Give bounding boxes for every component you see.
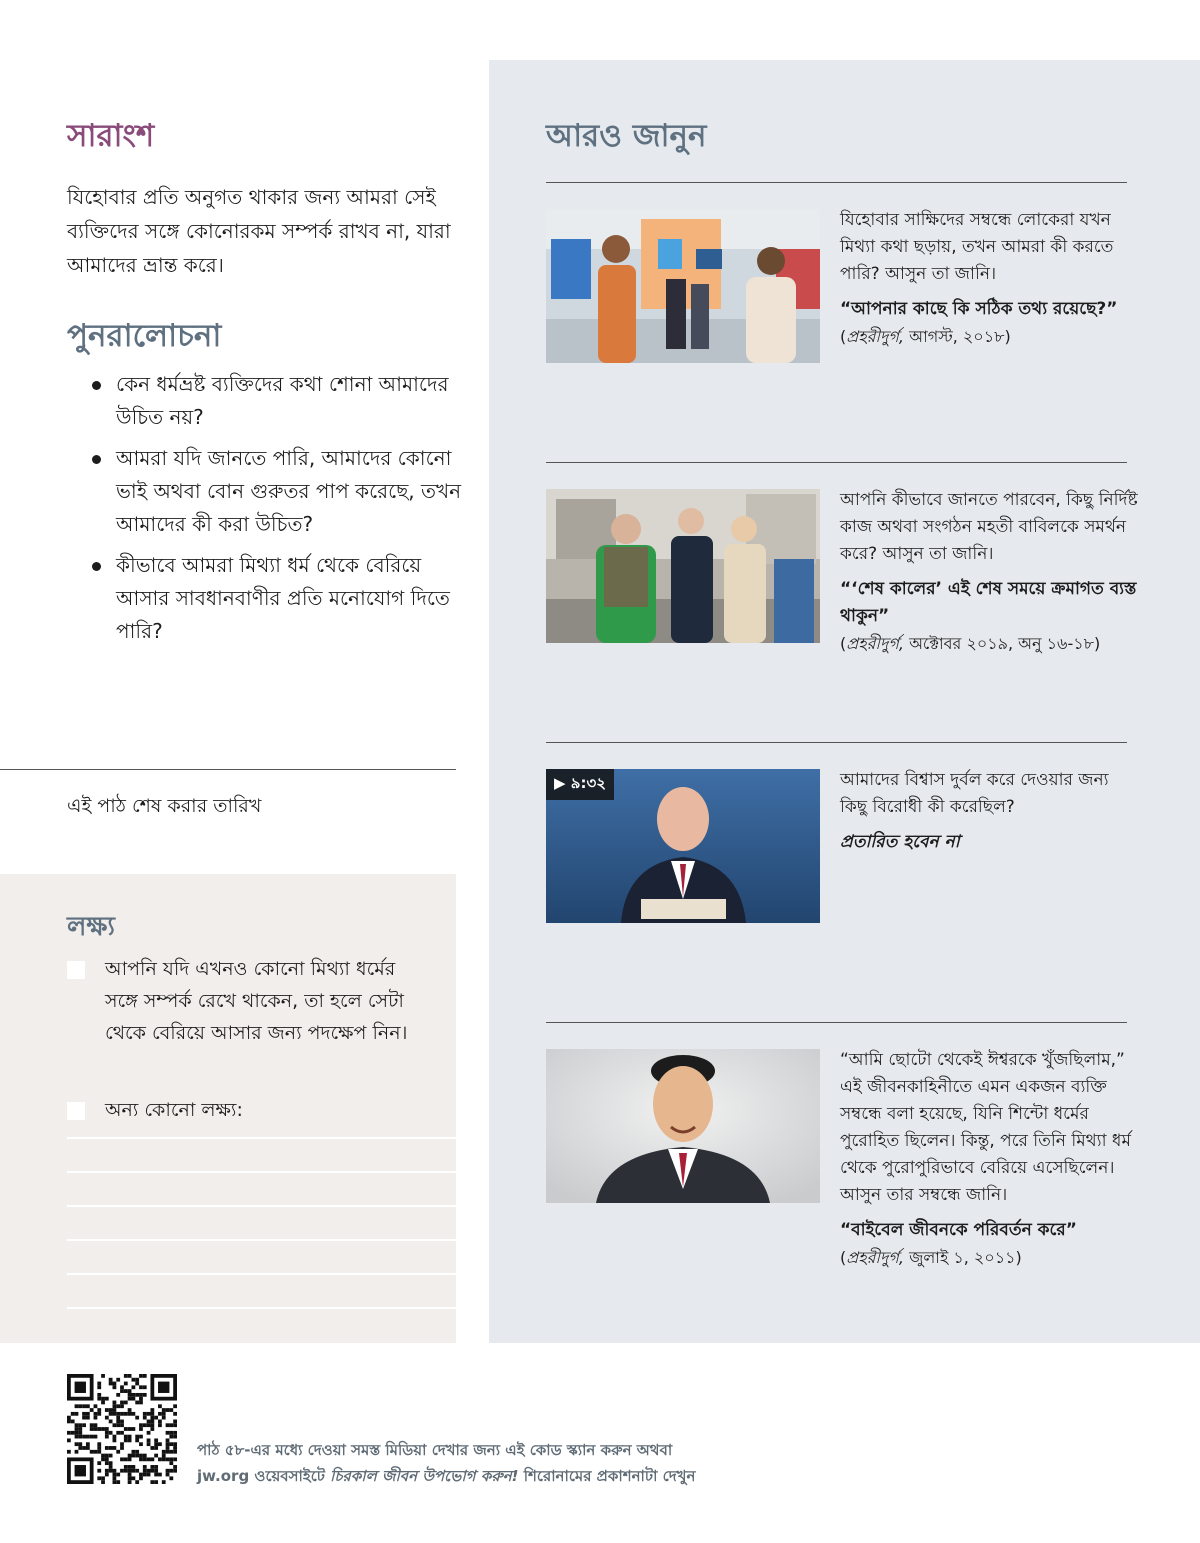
article-title-link[interactable]: “আপনার কাছে কি সঠিক তথ্য রয়েছে?” xyxy=(840,299,1118,319)
footer-line-1: পাঠ ৫৮-এর মধ্যে দেওয়া সমস্ত মিডিয়া দেখার জন্য এই কোড স্ক্যান করুন অথবা xyxy=(197,1441,673,1459)
article-description-text: আপনি কীভাবে জানতে পারবেন, কিছু নির্দিষ্ট কাজ অথবা সংগঠন মহতী বাবিলকে সমর্থন করে? আসুন তা জানি। xyxy=(840,490,1138,564)
bullet-icon xyxy=(92,562,101,571)
goals-heading: লক্ষ্য xyxy=(67,912,115,942)
completion-date-label: এই পাঠ শেষ করার তারিখ xyxy=(67,795,262,817)
publication-date: অক্টোবর ২০১৯, অনু ১৬-১৮) xyxy=(909,634,1101,653)
writing-line[interactable] xyxy=(67,1307,456,1309)
writing-line[interactable] xyxy=(67,1273,456,1275)
review-item-text: কেন ধর্মভ্রষ্ট ব্যক্তিদের কথা শোনা আমাদের উচিত নয়? xyxy=(116,372,449,429)
article-description xyxy=(840,487,1140,658)
writing-line[interactable] xyxy=(67,1239,456,1241)
article-image-media-crowd[interactable] xyxy=(546,209,820,363)
video-thumbnail[interactable] xyxy=(546,769,820,923)
article-divider xyxy=(546,742,1127,743)
footer-line-2-suffix: শিরোনামের প্রকাশনাটা দেখুন xyxy=(518,1467,696,1485)
article-divider xyxy=(546,1022,1127,1023)
article-description xyxy=(840,767,1140,856)
article-reference: (প্রহরীদুর্গ, অক্টোবর ২০১৯, অনু ১৬-১৮) xyxy=(840,634,1101,653)
summary-text: যিহোবার প্রতি অনুগত থাকার জন্য আমরা সেই ব্যক্তিদের সঙ্গে কোনোরকম সম্পর্ক রাখব না, যারা আমাদের ভ্রান্ত করে। xyxy=(67,185,451,277)
video-duration-badge xyxy=(546,769,614,800)
bullet-icon xyxy=(92,381,101,390)
bullet-icon xyxy=(92,455,101,464)
article-description-text: যিহোবার সাক্ষিদের সম্বন্ধে লোকেরা যখন মিথ্যা কথা ছড়ায়, তখন আমরা কী করতে পারি? আসুন তা জানি। xyxy=(840,210,1114,284)
article-divider xyxy=(546,182,1127,183)
review-item-text: কীভাবে আমরা মিথ্যা ধর্ম থেকে বেরিয়ে আসার সাবধানবাণীর প্রতি মনোযোগ দিতে পারি? xyxy=(116,553,450,643)
publication-name: প্রহরীদুর্গ, xyxy=(846,327,904,346)
publication-name: প্রহরীদুর্গ, xyxy=(846,634,904,653)
footer-line-2-prefix: jw.org ওয়েবসাইটে xyxy=(197,1467,331,1485)
article-reference[interactable]: “আপনার কাছে কি সঠিক তথ্য রয়েছে?” (প্রহরীদুর্গ, আগস্ট, ২০১৮) xyxy=(840,299,1118,346)
goal-item xyxy=(67,1094,427,1126)
review-item xyxy=(92,442,467,541)
publication-date: জুলাই ১, ২০১১) xyxy=(909,1248,1022,1267)
article-description-text: “আমি ছোটো থেকেই ঈশ্বরকে খুঁজছিলাম,” এই জীবনকাহিনীতে এমন একজন ব্যক্তি সম্বন্ধে বলা হয়েছে, যিনি শিন্টো ধর্মের পুরোহিত ছিলেন। কিন্তু, পরে তিনি মিথ্যা ধর্ম থেকে পুরোপুরিভাবে বেরিয়ে এসেছিলেন। আসুন তার সম্বন্ধে জানি। xyxy=(840,1050,1131,1205)
publication-date: আগস্ট, ২০১৮) xyxy=(909,327,1011,346)
article-divider xyxy=(546,462,1127,463)
qr-code-icon[interactable] xyxy=(67,1374,177,1484)
publication-name: প্রহরীদুর্গ, xyxy=(846,1248,904,1267)
article-title-link[interactable]: “‘শেষ কালের’ এই শেষ সময়ে ক্রমাগত ব্যস্ত থাকুন” xyxy=(840,579,1137,626)
review-list xyxy=(92,368,467,656)
article-reference: (প্রহরীদুর্গ, জুলাই ১, ২০১১) xyxy=(840,1248,1022,1267)
article-title-link[interactable]: “বাইবেল জীবনকে পরিবর্তন করে” xyxy=(840,1220,1077,1240)
goal-item xyxy=(67,953,427,1049)
article-description xyxy=(840,207,1140,351)
goal-checkbox[interactable] xyxy=(67,1102,85,1120)
learn-more-heading: আরও জানুন xyxy=(546,118,707,154)
review-heading: পুনরালোচনা xyxy=(67,318,222,354)
review-item xyxy=(92,368,467,434)
writing-line[interactable] xyxy=(67,1137,456,1139)
date-divider xyxy=(0,769,456,770)
article-image-portrait[interactable] xyxy=(546,1049,820,1203)
article-description-text: আমাদের বিশ্বাস দুর্বল করে দেওয়ার জন্য কিছু বিরোধী কী করেছিল? xyxy=(840,770,1109,817)
video-duration: ৯:৩২ xyxy=(570,774,607,792)
footer-note xyxy=(197,1437,897,1489)
goal-text: অন্য কোনো লক্ষ্য: xyxy=(105,1099,243,1121)
writing-line[interactable] xyxy=(67,1171,456,1173)
article-image-street-witnessing[interactable] xyxy=(546,489,820,643)
article-description xyxy=(840,1047,1140,1272)
goal-checkbox[interactable] xyxy=(67,961,85,979)
play-icon: ▶ xyxy=(554,774,566,792)
writing-line[interactable] xyxy=(67,1205,456,1207)
review-item-text: আমরা যদি জানতে পারি, আমাদের কোনো ভাই অথবা বোন গুরুতর পাপ করেছে, তখন আমাদের কী করা উচিত? xyxy=(116,446,462,536)
summary-heading: সারাংশ xyxy=(67,118,155,154)
video-title-link[interactable]: প্রতারিত হবেন না xyxy=(840,832,960,852)
review-item xyxy=(92,549,467,648)
publication-title: চিরকাল জীবন উপভোগ করুন! xyxy=(330,1467,519,1485)
goal-text: আপনি যদি এখনও কোনো মিথ্যা ধর্মের সঙ্গে সম্পর্ক রেখে থাকেন, তা হলে সেটা থেকে বেরিয়ে আসার জন্য পদক্ষেপ নিন। xyxy=(105,958,408,1044)
